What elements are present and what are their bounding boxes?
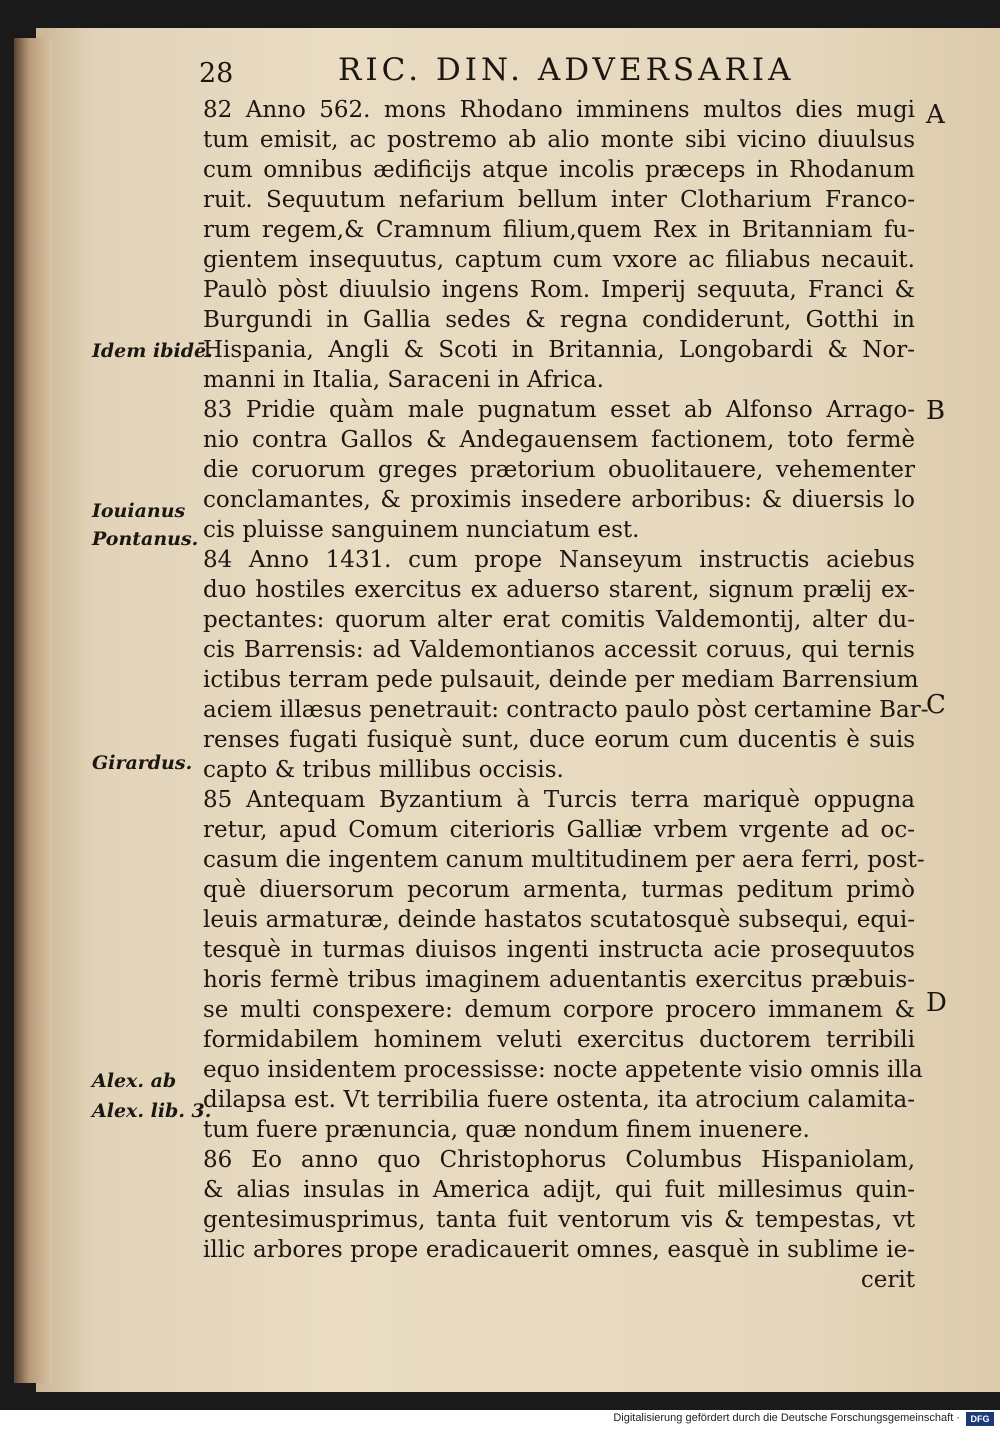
margin-note: Pontanus.	[92, 528, 199, 550]
text-line: formidabilem hominem veluti exercitus ductorem terribili	[203, 1027, 915, 1053]
text-line: dilapsa est. Vt terribilia fuere ostenta, ita atrocium calamita-	[203, 1087, 915, 1113]
text-line: renses fugati fusiquè sunt, duce eorum cum ducentis è suis	[203, 727, 915, 753]
section-letter-a: A	[926, 100, 945, 130]
text-line: gientem insequutus, captum cum vxore ac filiabus necauit.	[203, 247, 915, 273]
text-line: conclamantes, & proximis insedere arboribus: & diuersis lo	[203, 487, 915, 513]
text-line: tesquè in turmas diuisos ingenti instructa acie prosequutos	[203, 937, 915, 963]
catchword: cerit	[860, 1267, 915, 1293]
text-line: aciem illæsus penetrauit: contracto paulo pòst certamine Bar-	[203, 697, 929, 723]
running-head: RIC. DIN. ADVERSARIA	[338, 52, 795, 88]
text-line: cis pluisse sanguinem nunciatum est.	[203, 517, 640, 543]
section-letter-d: D	[926, 988, 947, 1018]
dfg-logo: DFG	[966, 1412, 994, 1426]
text-line: se multi conspexere: demum corpore procero immanem &	[203, 997, 915, 1023]
text-line: & alias insulas in America adijt, qui fuit millesimus quin-	[203, 1177, 915, 1203]
funding-notice: Digitalisierung gefördert durch die Deutsche Forschungsgemeinschaft ·	[613, 1412, 960, 1424]
text-line: illic arbores prope eradicauerit omnes, easquè in sublime ie-	[203, 1237, 915, 1263]
margin-note: Iouianus	[92, 500, 186, 522]
text-line: 82 Anno 562. mons Rhodano imminens multos dies mugi	[203, 97, 915, 123]
text-line: ictibus terram pede pulsauit, deinde per mediam Barrensium	[203, 667, 919, 693]
text-line: 84 Anno 1431. cum prope Nanseyum instructis aciebus	[203, 547, 915, 573]
text-line: pectantes: quorum alter erat comitis Valdemontij, alter du-	[203, 607, 915, 633]
text-line: tum fuere prænuncia, quæ nondum finem inuenere.	[203, 1117, 810, 1143]
text-line: retur, apud Comum citerioris Galliæ vrbem vrgente ad oc-	[203, 817, 915, 843]
text-line: cis Barrensis: ad Valdemontianos accessit coruus, qui ternis	[203, 637, 915, 663]
text-line: capto & tribus millibus occisis.	[203, 757, 564, 783]
margin-note: Alex. lib. 3.	[92, 1100, 212, 1122]
margin-note: Alex. ab	[92, 1070, 177, 1092]
text-line: què diuersorum pecorum armenta, turmas peditum primò	[203, 877, 915, 903]
text-line: 86 Eo anno quo Christophorus Columbus Hispaniolam,	[203, 1147, 915, 1173]
section-letter-b: B	[926, 396, 946, 426]
text-line: casum die ingentem canum multitudinem per aera ferri, post-	[203, 847, 925, 873]
text-line: Hispania, Angli & Scoti in Britannia, Longobardi & Nor-	[203, 337, 915, 363]
margin-note: Girardus.	[92, 752, 193, 774]
text-line: Paulò pòst diuulsio ingens Rom. Imperij sequuta, Franci &	[203, 277, 915, 303]
text-line: equo insidentem processisse: nocte appetente visio omnis illa	[203, 1057, 923, 1083]
text-line: leuis armaturæ, deinde hastatos scutatosquè subsequi, equi-	[203, 907, 915, 933]
text-line: cum omnibus ædificijs atque incolis præceps in Rhodanum	[203, 157, 915, 183]
page-gutter-edge	[14, 38, 52, 1383]
page-number: 28	[199, 58, 234, 89]
text-line: tum emisit, ac postremo ab alio monte sibi vicino diuulsus	[203, 127, 915, 153]
text-line: gentesimusprimus, tanta fuit ventorum vis & tempestas, vt	[203, 1207, 915, 1233]
text-line: horis fermè tribus imaginem aduentantis exercitus præbuis-	[203, 967, 915, 993]
text-line: rum regem,& Cramnum filium,quem Rex in Britanniam fu-	[203, 217, 915, 243]
text-line: die coruorum greges prætorium obuolitauere, vehementer	[203, 457, 915, 483]
text-line: ruit. Sequutum nefarium bellum inter Clotharium Franco-	[203, 187, 915, 213]
section-letter-c: C	[926, 690, 946, 720]
text-line: Burgundi in Gallia sedes & regna condiderunt, Gotthi in	[203, 307, 915, 333]
text-line: 85 Antequam Byzantium à Turcis terra mariquè oppugna	[203, 787, 915, 813]
margin-note: Idem ibidē.	[92, 340, 213, 362]
text-line: 83 Pridie quàm male pugnatum esset ab Alfonso Arrago-	[203, 397, 915, 423]
text-line: nio contra Gallos & Andegauensem factionem, toto fermè	[203, 427, 915, 453]
text-line: manni in Italia, Saraceni in Africa.	[203, 367, 604, 393]
text-line: duo hostiles exercitus ex aduerso starent, signum prælij ex-	[203, 577, 915, 603]
